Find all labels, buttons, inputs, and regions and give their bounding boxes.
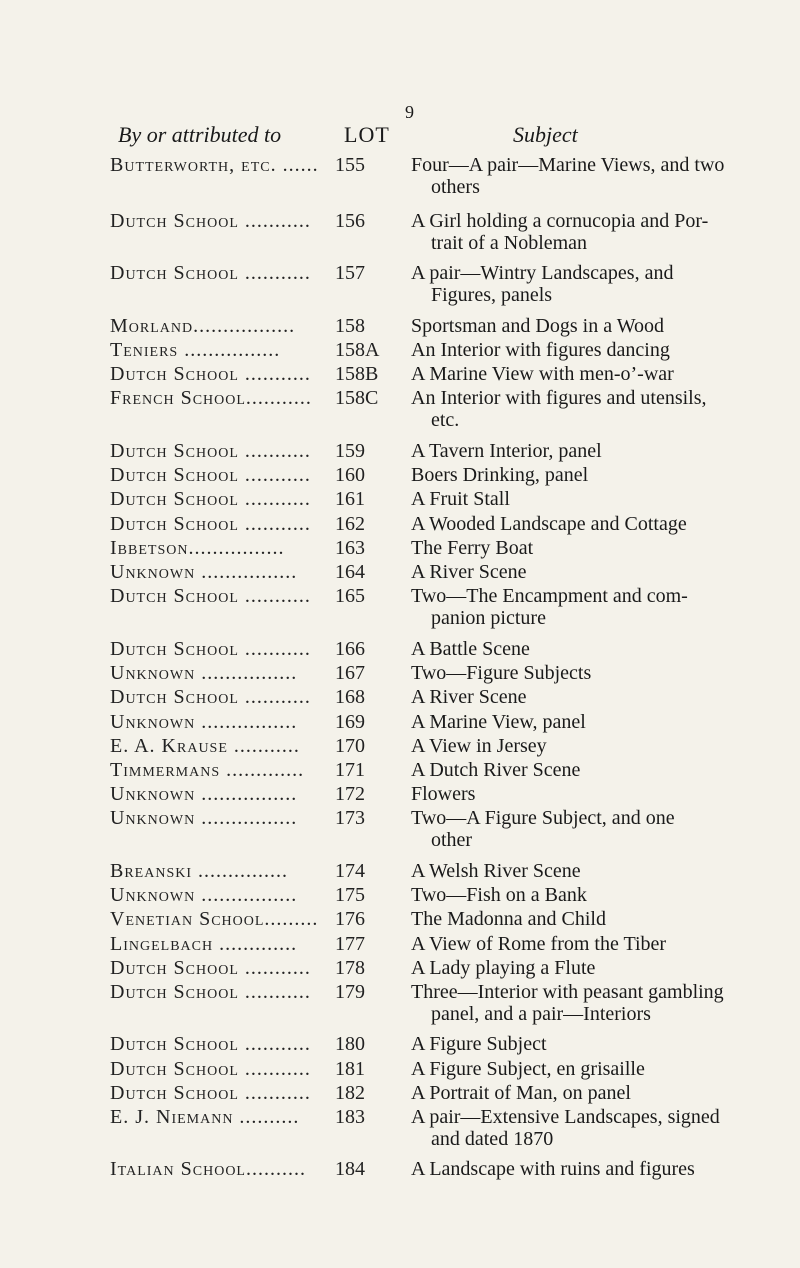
lot-subject [411,908,746,930]
lot-number: 167 [335,662,365,684]
artist-name: Dutch School ........... [110,210,311,232]
subject-line: Two—Figure Subjects [411,662,592,684]
artist-name: Unknown ................ [110,711,298,733]
lot-subject [411,711,746,733]
lot-number: 158C [335,387,379,409]
artist-column-header: By or attributed to [118,122,282,147]
artist-name: Morland................. [110,315,296,337]
lot-column-header: LOT [344,122,390,147]
subject-line: Two—A Figure Subject, and one [411,807,675,829]
subject-line: panel, and a pair—Interiors [431,1003,651,1025]
lot-number: 160 [335,464,365,486]
artist-name: Dutch School ........... [110,488,311,510]
lot-number: 177 [335,933,365,955]
artist-name: Dutch School ........... [110,464,311,486]
subject-line: and dated 1870 [431,1128,554,1150]
subject-line: A Portrait of Man, on panel [411,1082,631,1104]
artist-name: Dutch School ........... [110,1033,311,1055]
artist-name: Unknown ................ [110,662,298,684]
lot-subject [411,315,746,337]
lot-subject [411,464,746,486]
subject-line: The Ferry Boat [411,537,534,559]
lot-number: 155 [335,154,365,176]
lot-number: 179 [335,981,365,1003]
lot-subject [411,1058,746,1080]
lot-subject [411,759,746,781]
subject-line: panion picture [431,607,546,629]
subject-line: A View of Rome from the Tiber [411,933,667,955]
subject-line: A pair—Extensive Landscapes, signed [411,1106,720,1128]
lot-number: 182 [335,1082,365,1104]
artist-name: Unknown ................ [110,561,298,583]
subject-line: A River Scene [411,561,527,583]
subject-line: A Fruit Stall [411,488,510,510]
lot-number: 184 [335,1158,365,1180]
artist-name: Unknown ................ [110,783,298,805]
lot-number: 158B [335,363,379,385]
lot-number: 157 [335,262,365,284]
subject-line: A Figure Subject [411,1033,547,1055]
lot-number: 158A [335,339,380,361]
subject-line: Sportsman and Dogs in a Wood [411,315,665,337]
lot-number: 158 [335,315,365,337]
artist-name: Breanski ............... [110,860,289,882]
subject-line: A Girl holding a cornucopia and Por- [411,210,709,232]
subject-line: others [431,176,480,198]
artist-name: Dutch School ........... [110,1058,311,1080]
lot-number: 174 [335,860,365,882]
lot-number: 168 [335,686,365,708]
lot-subject [411,783,746,805]
lot-subject [411,1082,746,1104]
subject-line: Four—A pair—Marine Views, and two [411,154,725,176]
lot-number: 170 [335,735,365,757]
lot-subject [411,807,746,851]
artist-name: Unknown ................ [110,884,298,906]
lot-number: 180 [335,1033,365,1055]
lot-subject [411,933,746,955]
artist-name: Ibbetson................ [110,537,285,559]
lot-number: 156 [335,210,365,232]
lot-number: 165 [335,585,365,607]
lot-subject [411,686,746,708]
artist-name: Dutch School ........... [110,981,311,1003]
lot-subject [411,585,746,629]
artist-name: Dutch School ........... [110,440,311,462]
lot-number: 176 [335,908,365,930]
lot-subject [411,1106,746,1150]
lot-subject [411,513,746,535]
artist-name: Teniers ................ [110,339,281,361]
lot-subject [411,1033,746,1055]
page-number: 9 [405,102,414,122]
lot-subject [411,363,746,385]
artist-name: Dutch School ........... [110,513,311,535]
lot-number: 162 [335,513,365,535]
lot-subject [411,440,746,462]
artist-name: Butterworth, etc. ...... [110,154,319,176]
lot-number: 172 [335,783,365,805]
lot-subject [411,735,746,757]
lot-number: 161 [335,488,365,510]
subject-line: Boers Drinking, panel [411,464,589,486]
lot-subject [411,210,746,254]
lot-number: 164 [335,561,365,583]
artist-name: Dutch School ........... [110,585,311,607]
subject-line: A Marine View with men-o’-war [411,363,674,385]
subject-line: A Wooded Landscape and Cottage [411,513,687,535]
lot-number: 181 [335,1058,365,1080]
artist-name: Dutch School ........... [110,638,311,660]
subject-line: A Dutch River Scene [411,759,581,781]
lot-number: 163 [335,537,365,559]
artist-name: Dutch School ........... [110,363,311,385]
artist-name: Timmermans ............. [110,759,305,781]
artist-name: Dutch School ........... [110,957,311,979]
subject-line: A View in Jersey [411,735,547,757]
artist-name: Unknown ................ [110,807,298,829]
lot-subject [411,537,746,559]
artist-name: E. A. Krause ........... [110,735,300,757]
lot-subject [411,488,746,510]
lot-subject [411,884,746,906]
lot-subject [411,638,746,660]
subject-line: Figures, panels [431,284,553,306]
subject-line: Flowers [411,783,476,805]
lot-subject [411,154,746,198]
artist-name: French School........... [110,387,312,409]
subject-line: A Welsh River Scene [411,860,581,882]
artist-name: Dutch School ........... [110,1082,311,1104]
subject-line: A Tavern Interior, panel [411,440,602,462]
subject-line: A Lady playing a Flute [411,957,596,979]
lot-number: 171 [335,759,365,781]
lot-number: 159 [335,440,365,462]
artist-name: Dutch School ........... [110,262,311,284]
subject-line: The Madonna and Child [411,908,606,930]
artist-name: Venetian School......... [110,908,319,930]
subject-line: Three—Interior with peasant gambling [411,981,724,1003]
subject-line: A Landscape with ruins and figures [411,1158,695,1180]
lot-subject [411,981,746,1025]
lot-number: 178 [335,957,365,979]
subject-line: A River Scene [411,686,527,708]
artist-name: Italian School.......... [110,1158,306,1180]
subject-line: Two—The Encampment and com- [411,585,688,607]
lot-subject [411,957,746,979]
lot-subject [411,1158,746,1180]
lot-number: 169 [335,711,365,733]
lot-subject [411,387,746,431]
lot-number: 173 [335,807,365,829]
subject-line: An Interior with figures dancing [411,339,670,361]
subject-line: A Battle Scene [411,638,530,660]
subject-line: A Figure Subject, en grisaille [411,1058,645,1080]
lot-number: 175 [335,884,365,906]
lot-subject [411,561,746,583]
subject-line: etc. [431,409,460,431]
subject-line: A Marine View, panel [411,711,586,733]
lot-number: 183 [335,1106,365,1128]
subject-line: A pair—Wintry Landscapes, and [411,262,674,284]
lot-subject [411,262,746,306]
subject-column-header: Subject [513,122,578,147]
artist-name: Lingelbach ............. [110,933,298,955]
subject-line: trait of a Nobleman [431,232,588,254]
subject-line: other [431,829,473,851]
lot-subject [411,662,746,684]
subject-line: Two—Fish on a Bank [411,884,587,906]
lot-number: 166 [335,638,365,660]
artist-name: E. J. Niemann .......... [110,1106,300,1128]
subject-line: An Interior with figures and utensils, [411,387,707,409]
lot-subject [411,860,746,882]
artist-name: Dutch School ........... [110,686,311,708]
lot-subject [411,339,746,361]
